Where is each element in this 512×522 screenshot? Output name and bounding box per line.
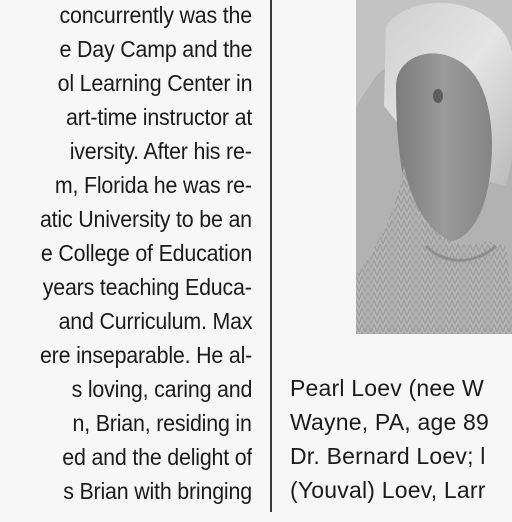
text-line: atic University to be an xyxy=(40,206,252,232)
text-line: Dr. Bernard Loev; l xyxy=(290,443,486,469)
text-line: Pearl Loev (nee W xyxy=(290,375,484,401)
text-line: ere inseparable. He al- xyxy=(39,342,252,368)
text-line: (Youval) Loev, Larr xyxy=(290,477,486,503)
text-line: s Brian with bringing xyxy=(63,478,252,504)
text-line: m, Florida he was re- xyxy=(55,172,252,198)
text-line: ol Learning Center in xyxy=(57,70,252,96)
text-line: Wayne, PA, age 89 xyxy=(290,409,490,435)
text-line: n, Brian, residing in xyxy=(72,410,252,436)
text-line: e College of Education xyxy=(40,240,252,266)
text-line: art-time instructor at xyxy=(65,104,252,130)
obituary-left-column xyxy=(0,0,252,518)
obituary-right-column xyxy=(290,372,512,522)
text-line: ed and the delight of xyxy=(62,444,252,470)
column-divider xyxy=(270,0,272,512)
text-line: iversity. After his re- xyxy=(70,138,252,164)
text-line: s loving, caring and xyxy=(71,376,252,402)
text-line: concurrently was the xyxy=(59,2,252,28)
text-line: e Day Camp and the xyxy=(59,36,252,62)
portrait-photo-image xyxy=(356,0,512,334)
portrait-photo xyxy=(356,0,512,334)
text-line: years teaching Educa- xyxy=(43,274,252,300)
text-line: and Curriculum. Max xyxy=(58,308,252,334)
